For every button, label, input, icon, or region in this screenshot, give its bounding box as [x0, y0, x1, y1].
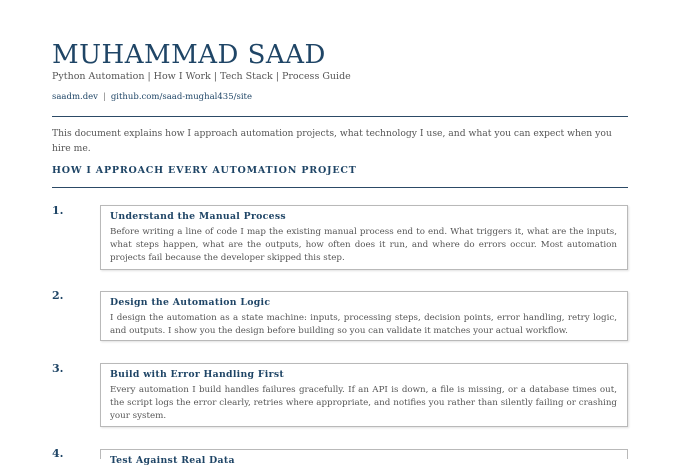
- intro-paragraph: This document explains how I approach automation projects, what technology I use, and what you can expect when you hire me.: [52, 128, 612, 154]
- step-number: 1.: [52, 204, 64, 217]
- section-heading: HOW I APPROACH EVERY AUTOMATION PROJECT: [52, 165, 357, 176]
- contact-links: [52, 92, 252, 102]
- step-body: Every automation I build handles failures gracefully. If an API is down, a file is missing, or a database times out, the script logs the error clearly, retries where appropriate, and notifies you rather than silently failing or crashing your system.: [110, 385, 617, 421]
- step-card: [100, 449, 628, 466]
- step-number: 4.: [52, 447, 64, 460]
- step-number: 2.: [52, 289, 64, 302]
- step-card: [100, 205, 628, 270]
- step-body: Before writing a line of code I map the existing manual process end to end. What triggers it, what are the inputs, what steps happen, what are the outputs, how often does it run, and where do errors occur. Most automation projects fail because the developer skipped this step.: [110, 227, 617, 263]
- step-number: 3.: [52, 362, 64, 375]
- website-link[interactable]: saadm.dev: [52, 92, 98, 102]
- document-subtitle: Python Automation | How I Work | Tech Stack | Process Guide: [52, 71, 351, 82]
- step-title: Understand the Manual Process: [110, 211, 286, 222]
- author-name: MUHAMMAD SAAD: [52, 40, 326, 70]
- section-divider: [52, 187, 628, 188]
- github-link[interactable]: github.com/saad-mughal435/site: [110, 92, 252, 102]
- step-title: Test Against Real Data: [110, 455, 235, 466]
- step-card: [100, 363, 628, 427]
- step-title: Build with Error Handling First: [110, 369, 284, 380]
- step-title: Design the Automation Logic: [110, 297, 271, 308]
- link-separator: |: [102, 92, 106, 102]
- header-divider: [52, 116, 628, 117]
- step-body: I design the automation as a state machine: inputs, processing steps, decision points, error handling, retry logic, and outputs. I show you the design before building so you can validate it matches your actual workflow.: [110, 313, 617, 336]
- step-card: [100, 291, 628, 341]
